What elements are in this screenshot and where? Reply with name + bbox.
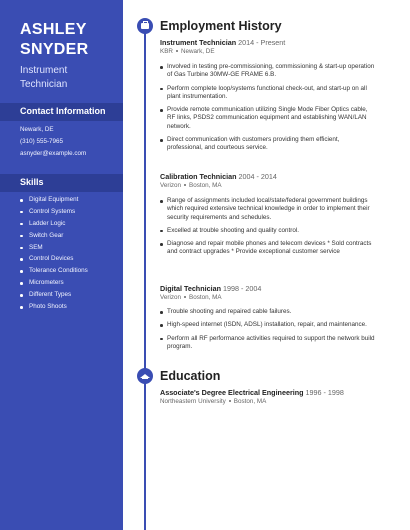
education-heading: Education xyxy=(160,369,221,383)
job-dates: 2014 - Present xyxy=(238,38,286,47)
contact-location: Newark, DE xyxy=(20,126,54,133)
skills-heading-bar xyxy=(0,174,123,192)
skill-item: Ladder Logic xyxy=(20,220,88,232)
education-school: Northeastern University xyxy=(160,398,226,405)
separator-dot xyxy=(184,296,186,298)
contact-phone[interactable]: (310) 555-7965 xyxy=(20,138,64,145)
education-school-line xyxy=(160,398,266,405)
job-dates: 1998 - 2004 xyxy=(222,284,262,293)
job-bullet: Provide remote communication utilizing Single Mode Fiber Optics cable, RF links, PSDS2 communication equipment and establishing WAN/LAN network. xyxy=(160,106,375,131)
briefcase-icon xyxy=(137,18,153,34)
education-dates: 1996 - 1998 xyxy=(305,388,344,397)
job-title: Instrument Technician xyxy=(160,38,237,47)
separator-dot xyxy=(184,184,186,186)
sidebar xyxy=(0,0,123,530)
job-bullet: Range of assignments included local/state/federal government buildings which required extensive technical knowledge in order to implement their security requirements and schedules. xyxy=(160,197,375,222)
candidate-name xyxy=(20,20,88,60)
job-bullet: Perform complete loop/systems functional check-out, and start-up on all plant instrumentation. xyxy=(160,85,375,102)
job-dates: 2004 - 2014 xyxy=(238,172,277,181)
candidate-role xyxy=(20,64,67,92)
job-bullet: Excelled at trouble shooting and quality control. xyxy=(160,227,375,235)
skills-list xyxy=(20,196,88,315)
separator-dot xyxy=(229,400,231,402)
skill-item: Different Types xyxy=(20,291,88,303)
graduation-cap-icon xyxy=(137,368,153,384)
job-company: Verizon xyxy=(160,294,182,301)
job-bullets xyxy=(160,308,375,351)
job-title: Calibration Technician xyxy=(160,172,237,181)
separator-dot xyxy=(176,50,178,52)
job-company-line xyxy=(160,48,215,55)
skill-item: Photo Shoots xyxy=(20,303,88,315)
job-bullet: High-speed internet (ISDN, ADSL) installation, repair, and maintenance. xyxy=(160,321,375,329)
skill-item: Digital Equipment xyxy=(20,196,88,208)
role-line-1: Instrument xyxy=(20,65,68,76)
name-last: SNYDER xyxy=(20,41,89,58)
contact-heading: Contact Information xyxy=(20,106,106,116)
job-company-line xyxy=(160,182,222,189)
job-bullet: Involved in testing pre-commissioning, commissioning & start-up operation of Gas Turbine 30MW-GE FRAME 6.B. xyxy=(160,63,375,80)
job-location: Newark, DE xyxy=(180,48,215,55)
skill-item: SEM xyxy=(20,244,88,256)
education-location: Boston, MA xyxy=(233,398,267,405)
job-company: KBR xyxy=(160,48,173,55)
job-company: Verizon xyxy=(160,182,182,189)
skill-item: Micrometers xyxy=(20,279,88,291)
timeline-line xyxy=(144,25,146,530)
job-company-line xyxy=(160,294,222,301)
job-title: Digital Technician xyxy=(160,284,221,293)
skills-heading: Skills xyxy=(20,177,44,187)
name-first: ASHLEY xyxy=(20,21,87,38)
skill-item: Tolerance Conditions xyxy=(20,267,88,279)
job-bullet: Direct communication with customers providing them efficient, professional, and courteous service. xyxy=(160,136,375,153)
job-bullet: Diagnose and repair mobile phones and telecom devices * Sold contracts and contract upgrades * Provide exceptional customer service xyxy=(160,240,375,257)
education-title-line xyxy=(160,388,344,397)
job-title-line xyxy=(160,38,285,47)
skill-item: Control Devices xyxy=(20,255,88,267)
job-location: Boston, MA xyxy=(189,294,222,301)
contact-email[interactable]: asnyder@example.com xyxy=(20,150,87,157)
job-bullets xyxy=(160,63,375,153)
employment-heading: Employment History xyxy=(160,19,282,33)
job-bullet: Trouble shooting and repaired cable failures. xyxy=(160,308,375,316)
job-location: Boston, MA xyxy=(189,182,222,189)
skill-item: Switch Gear xyxy=(20,232,88,244)
job-bullet: Perform all RF performance activities required to support the network build program. xyxy=(160,335,375,352)
skill-item: Control Systems xyxy=(20,208,88,220)
role-line-2: Technician xyxy=(20,79,68,90)
education-degree: Associate's Degree Electrical Engineering xyxy=(160,388,304,397)
job-bullets xyxy=(160,197,375,257)
job-title-line xyxy=(160,284,261,293)
contact-heading-bar xyxy=(0,103,123,121)
job-title-line xyxy=(160,172,277,181)
